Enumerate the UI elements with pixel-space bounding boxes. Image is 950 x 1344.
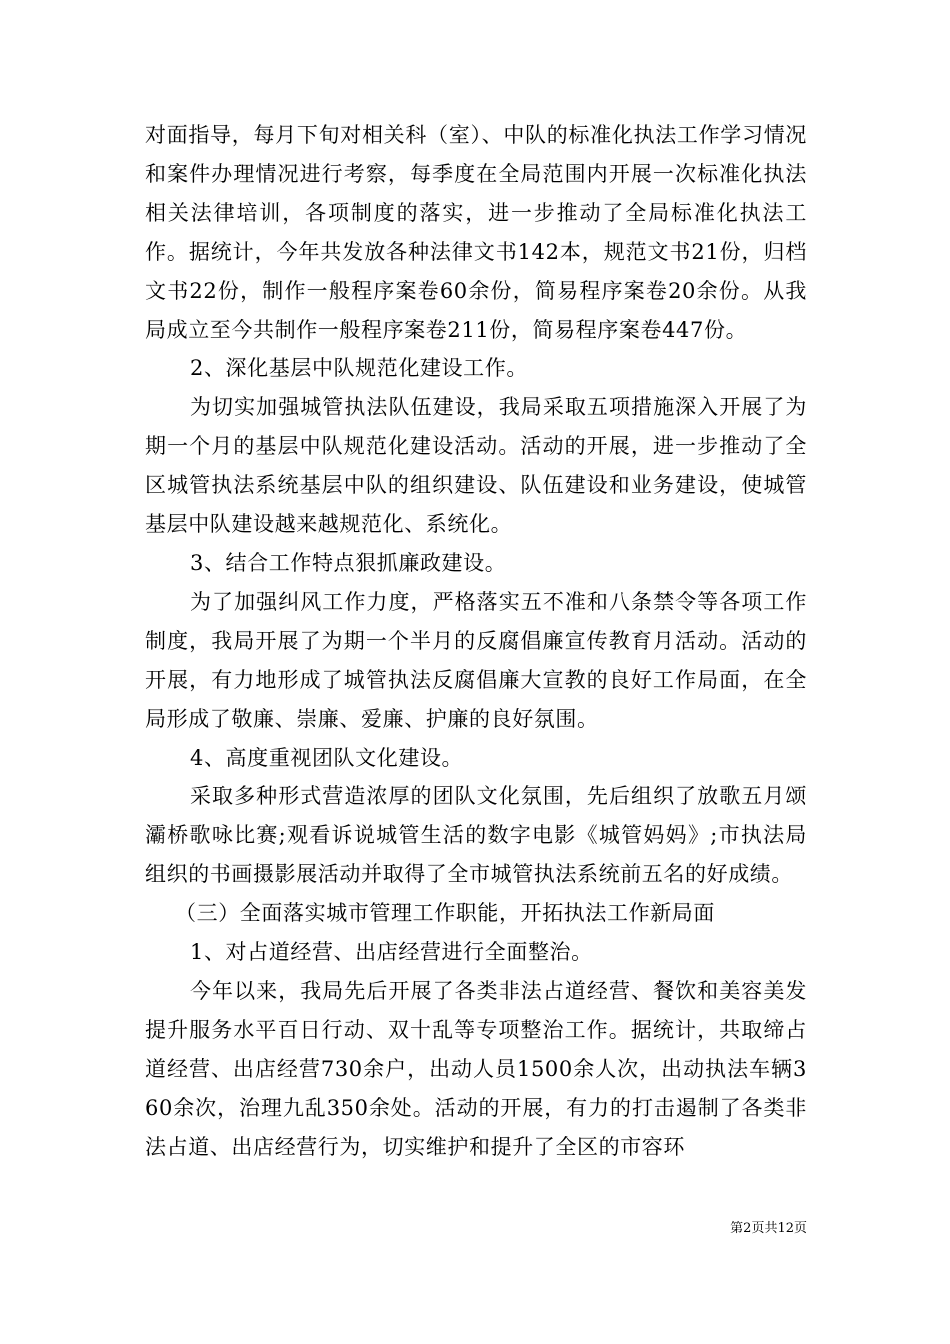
paragraph-road-occupation: 今年以来，我局先后开展了各类非法占道经营、餐饮和美容美发提升服务水平百日行动、双十乱等专项整治工作。据统计，共取缔占道经营、出店经营730余户，出动人员1500余人次，出动执法车辆360余次，治理九乱350余处。活动的开展，有力的打击遏制了各类非法占道、出店经营行为，切实维护和提升了全区的市容环 [145, 978, 807, 1159]
paragraph-integrity-building: 为了加强纠风工作力度，严格落实五不准和八条禁令等各项工作制度，我局开展了为期一个半月的反腐倡廉宣传教育月活动。活动的开展，有力地形成了城管执法反腐倡廉大宣教的良好工作局面，在全局形成了敬廉、崇廉、爱廉、护廉的良好氛围。 [145, 589, 807, 731]
paragraph-team-culture: 采取多种形式营造浓厚的团队文化氛围，先后组织了放歌五月颂灞桥歌咏比赛;观看诉说城管生活的数字电影《城管妈妈》;市执法局组织的书画摄影展活动并取得了全市城管执法系统前五名的好成绩。 [145, 784, 807, 887]
paragraph-case-statistics: 对面指导，每月下旬对相关科（室）、中队的标准化执法工作学习情况和案件办理情况进行考察，每季度在全局范围内开展一次标准化执法相关法律培训，各项制度的落实，进一步推动了全局标准化执法工作。据统计，今年共发放各种法律文书142本，规范文书21份，归档文书22份，制作一般程序案卷60余份，简易程序案卷20余份。从我局成立至今共制作一般程序案卷211份，简易程序案卷447份。 [145, 123, 807, 342]
heading-road-occupation: 1、对占道经营、出店经营进行全面整治。 [190, 940, 593, 965]
section-heading-three: （三）全面落实城市管理工作职能，开拓执法工作新局面 [175, 901, 715, 926]
heading-integrity-building: 3、结合工作特点狠抓廉政建设。 [190, 550, 507, 575]
page-number-footer: 第2页共12页 [730, 1221, 807, 1236]
heading-grassroots-squad: 2、深化基层中队规范化建设工作。 [190, 356, 528, 381]
document-body [145, 116, 807, 1166]
paragraph-grassroots-squad: 为切实加强城管执法队伍建设，我局采取五项措施深入开展了为期一个月的基层中队规范化建设活动。活动的开展，进一步推动了全区城管执法系统基层中队的组织建设、队伍建设和业务建设，使城管基层中队建设越来越规范化、系统化。 [145, 395, 807, 537]
heading-team-culture: 4、高度重视团队文化建设。 [190, 745, 464, 770]
